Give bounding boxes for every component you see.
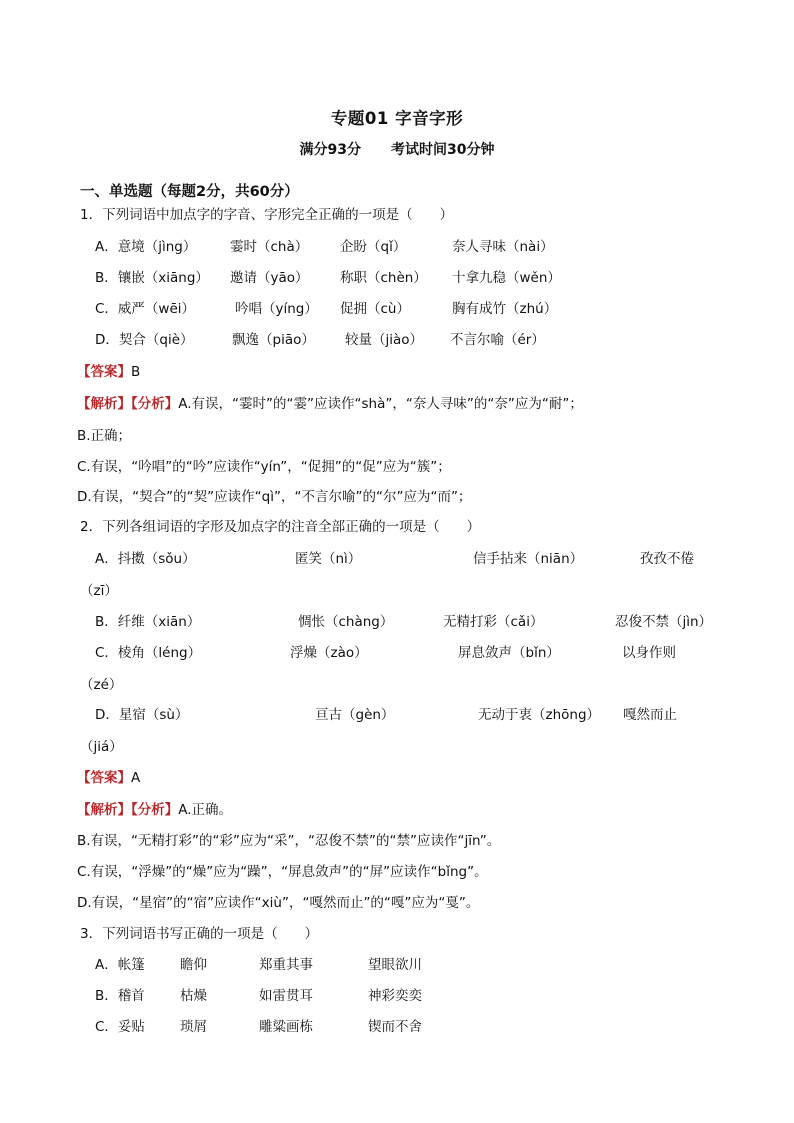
analysis-text: A.有误，“霎时”的“霎”应读作“shà”，“奈人寻味”的“奈”应为“耐”； — [178, 396, 583, 412]
document-title: 专题01 字音字形 — [330, 109, 464, 128]
option-cell: 忍俊不禁（jìn） — [615, 614, 713, 630]
exam-time: 考试时间30分钟 — [391, 142, 495, 158]
question-2-analysis-b: B.有误，“无精打彩”的“彩”应为“采”，“忍俊不禁”的“禁”应读作“jīn”。 — [77, 833, 501, 849]
analysis-text: A.正确。 — [178, 802, 233, 818]
total-score: 满分93分 — [299, 142, 361, 158]
option-cell: 促拥（cù） — [340, 301, 410, 317]
option-cell: 飘逸（piāo） — [232, 332, 315, 348]
question-2-analysis-d: D.有误，“星宿”的“宿”应读作“xiù”，“嘎然而止”的“嘎”应为“戛”。 — [77, 895, 480, 911]
option-cell: 孜孜不倦 — [640, 551, 694, 567]
option-cell: 琐屑 — [180, 1019, 207, 1035]
answer-value: A — [131, 770, 141, 786]
option-cell: A．抖擞（sǒu） — [95, 551, 196, 567]
question-2-analysis-c: C.有误，“浮燥”的“燥”应为“躁”，“屏息敛声”的“屏”应读作“bǐng”。 — [77, 864, 488, 880]
option-cell: 不言尔喻（ér） — [450, 332, 545, 348]
option-cell: 望眼欲川 — [368, 957, 422, 973]
option-cell: 胸有成竹（zhú） — [452, 301, 558, 317]
answer-value: B — [131, 364, 141, 380]
option-cell: 信手拈来（niān） — [473, 551, 584, 567]
option-cell: 匿笑（nì） — [295, 551, 362, 567]
option-cell: 无精打彩（cǎi） — [443, 614, 544, 630]
option-cell: C．棱角（léng） — [95, 645, 202, 661]
document-subtitle — [0, 139, 794, 159]
question-2-option-d-wrap: （jiá） — [80, 739, 123, 755]
option-cell: C．威严（wēi） — [95, 301, 196, 317]
option-cell: 雕粱画栋 — [259, 1019, 313, 1035]
option-cell: 奈人寻味（nài） — [452, 239, 554, 255]
option-cell: 十拿九稳（wěn） — [452, 270, 561, 286]
option-cell: 惆怅（chàng） — [298, 614, 394, 630]
option-cell: A．帐篷 — [95, 957, 145, 973]
question-1-analysis-a — [77, 395, 583, 413]
analysis-label: 【解析】【分析】 — [77, 396, 179, 412]
analysis-label: 【解析】【分析】 — [77, 802, 179, 818]
question-2-analysis-a — [77, 801, 232, 819]
option-cell: 吟唱（yíng） — [235, 301, 318, 317]
option-cell: B．纤维（xiān） — [95, 614, 201, 630]
option-cell: 亘古（gèn） — [315, 707, 395, 723]
answer-label: 【答案】 — [77, 364, 131, 380]
section-heading: 一、单选题（每题2分，共60分） — [80, 184, 299, 200]
question-3-stem: 3．下列词语书写正确的一项是（ ） — [80, 926, 319, 942]
option-cell: D．星宿（sù） — [95, 707, 189, 723]
option-cell: 如雷贯耳 — [259, 988, 313, 1004]
option-cell: D．契合（qiè） — [95, 332, 194, 348]
question-2-stem: 2．下列各组词语的字形及加点字的注音全部正确的一项是（ ） — [80, 519, 481, 535]
option-cell: 锲而不舍 — [368, 1019, 422, 1035]
option-cell: 企盼（qǐ） — [340, 239, 407, 255]
question-1-answer — [77, 363, 140, 381]
option-cell: 郑重其事 — [259, 957, 313, 973]
option-cell: 瞻仰 — [180, 957, 207, 973]
question-1-stem: 1．下列词语中加点字的字音、字形完全正确的一项是（ ） — [80, 207, 454, 223]
question-1-analysis-c: C.有误，“吟唱”的“吟”应读作“yín”，“促拥”的“促”应为“簇”； — [77, 459, 451, 475]
question-2-option-c-wrap: （zé） — [80, 677, 123, 693]
option-cell: 较量（jiào） — [345, 332, 424, 348]
option-cell: A．意境（jìng） — [95, 239, 197, 255]
option-cell: 霎时（chà） — [230, 239, 309, 255]
option-cell: 枯燥 — [180, 988, 207, 1004]
answer-label: 【答案】 — [77, 770, 131, 786]
option-cell: 嘎然而止 — [623, 707, 677, 723]
option-cell: B．稽首 — [95, 988, 145, 1004]
question-2-answer — [77, 769, 140, 787]
option-cell: 浮燥（zào） — [290, 645, 368, 661]
option-cell: 无动于衷（zhōng） — [478, 707, 601, 723]
option-cell: 邀请（yāo） — [230, 270, 309, 286]
question-1-analysis-d: D.有误，“契合”的“契”应读作“qì”，“不言尔喻”的“尔”应为“而”； — [77, 489, 472, 505]
option-cell: 称职（chèn） — [340, 270, 427, 286]
question-2-option-a-wrap: （zī） — [80, 583, 118, 599]
question-1-analysis-b: B.正确； — [77, 428, 132, 444]
option-cell: 以身作则 — [622, 645, 676, 661]
option-cell: 神彩奕奕 — [368, 988, 422, 1004]
option-cell: C．妥贴 — [95, 1019, 145, 1035]
option-cell: 屏息敛声（bǐn） — [458, 645, 560, 661]
option-cell: B．镶嵌（xiāng） — [95, 270, 209, 286]
